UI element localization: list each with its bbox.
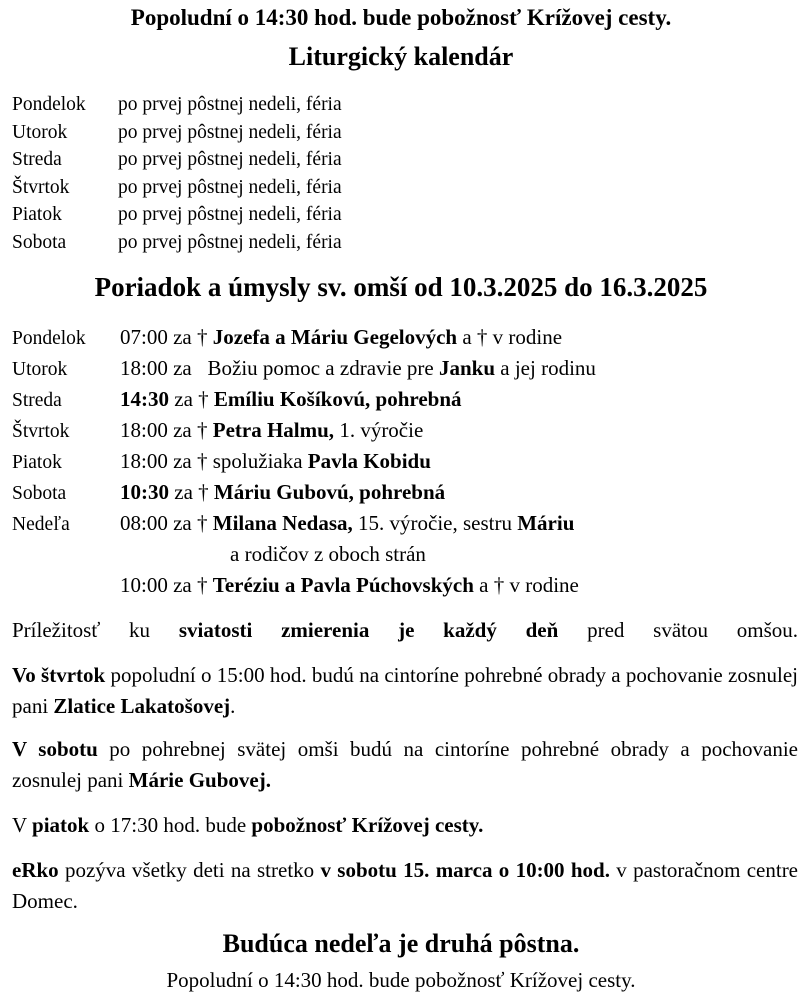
para-text: pred svätou omšou. bbox=[558, 618, 799, 642]
mass-day: Nedeľa bbox=[12, 514, 70, 535]
stations-of-cross-notice bbox=[12, 810, 798, 841]
calendar-row bbox=[12, 119, 342, 147]
mass-row-continuation: a rodičov z oboch strán bbox=[230, 542, 426, 566]
header-notice: Popoludní o 14:30 hod. bude pobožnosť Krížovej cesty. bbox=[130, 5, 672, 30]
mass-text: za † bbox=[169, 480, 214, 504]
calendar-text: po prvej pôstnej nedeli, féria bbox=[118, 176, 342, 198]
para-text: v pastoračnom centre Domec. bbox=[12, 858, 799, 913]
mass-text: za † spolužiaka bbox=[167, 449, 308, 473]
para-text: Príležitosť ku bbox=[12, 618, 179, 642]
mass-schedule-title: Poriadok a úmysly sv. omší od 10.3.2025 do 16.3.2025 bbox=[94, 272, 708, 302]
mass-time: 18:00 bbox=[120, 418, 168, 442]
para-bold: V sobotu bbox=[12, 737, 98, 761]
mass-row bbox=[12, 477, 596, 508]
para-bold: piatok bbox=[32, 813, 90, 837]
mass-row bbox=[12, 322, 596, 353]
mass-time: 10:00 bbox=[120, 573, 168, 597]
mass-day: Štvrtok bbox=[12, 421, 70, 442]
mass-schedule bbox=[12, 322, 596, 601]
calendar-day: Utorok bbox=[12, 121, 68, 143]
calendar-text: po prvej pôstnej nedeli, féria bbox=[118, 204, 342, 225]
mass-text: 1. výročie bbox=[334, 418, 424, 442]
mass-text: za † bbox=[167, 325, 213, 349]
next-sunday-title: Budúca nedeľa je druhá pôstna. bbox=[222, 929, 580, 958]
para-bold: pobožnosť Krížovej cesty. bbox=[251, 813, 484, 837]
calendar-row bbox=[12, 174, 342, 202]
mass-text: za † bbox=[167, 418, 213, 442]
calendar-text: po prvej pôstnej nedeli, féria bbox=[118, 231, 342, 253]
para-bold: v sobotu 15. marca o 10:00 hod. bbox=[320, 858, 610, 882]
calendar-day: Sobota bbox=[12, 231, 67, 253]
mass-row bbox=[12, 446, 596, 477]
para-bold: Zlatice Lakatošovej bbox=[53, 694, 231, 718]
mass-intention-bold: Pavla Kobidu bbox=[307, 449, 431, 473]
erko-notice bbox=[12, 855, 798, 917]
mass-intention-bold: Máriu bbox=[517, 511, 575, 535]
saturday-funeral-notice bbox=[12, 734, 798, 796]
mass-intention-bold: Petra Halmu, bbox=[212, 418, 335, 442]
mass-day: Streda bbox=[12, 390, 62, 411]
mass-text: a † v rodine bbox=[473, 573, 579, 597]
mass-intention-bold: Janku bbox=[438, 356, 496, 380]
mass-intention-bold: Jozefa a Máriu Gegelových bbox=[212, 325, 458, 349]
mass-intention-bold: Máriu Gubovú, pohrebná bbox=[213, 480, 446, 504]
mass-intention-bold: Teréziu a Pavla Púchovských bbox=[212, 573, 474, 597]
para-text: V bbox=[12, 813, 33, 837]
para-bold: Vo štvrtok bbox=[12, 663, 106, 687]
footer-notice: Popoludní o 14:30 hod. bude pobožnosť Krížovej cesty. bbox=[166, 968, 636, 992]
calendar-day: Piatok bbox=[12, 204, 62, 225]
mass-row bbox=[12, 353, 596, 384]
para-text: po pohrebnej svätej omši budú na cintoríne pohrebné obrady a pochovanie zosnulej pani bbox=[12, 737, 799, 792]
calendar-row bbox=[12, 91, 342, 119]
mass-text: a † v rodine bbox=[457, 325, 563, 349]
mass-row bbox=[12, 384, 596, 415]
mass-text: 15. výročie, sestru bbox=[352, 511, 518, 535]
mass-text: za † bbox=[167, 573, 213, 597]
calendar-text: po prvej pôstnej nedeli, féria bbox=[118, 149, 342, 170]
calendar-row bbox=[12, 201, 342, 229]
mass-text: za † bbox=[169, 387, 214, 411]
para-bold: Márie Gubovej. bbox=[128, 768, 271, 792]
mass-time: 14:30 bbox=[120, 387, 169, 411]
mass-intention-bold: Milana Nedasa, bbox=[212, 511, 353, 535]
calendar-day: Štvrtok bbox=[12, 176, 70, 198]
para-text: . bbox=[230, 694, 236, 718]
mass-text: za † bbox=[167, 511, 213, 535]
mass-time: 18:00 bbox=[120, 356, 168, 380]
mass-text: za Božiu pomoc a zdravie pre bbox=[167, 356, 439, 380]
calendar-title: Liturgický kalendár bbox=[288, 42, 514, 71]
mass-row bbox=[12, 508, 596, 539]
para-text: popoludní o 15:00 hod. budú na cintoríne pohrebné obrady a pochovanie zosnulej pani bbox=[12, 663, 798, 718]
mass-time: 07:00 bbox=[120, 325, 168, 349]
liturgical-calendar bbox=[12, 91, 342, 256]
calendar-text: po prvej pôstnej nedeli, féria bbox=[118, 121, 342, 143]
mass-day: Pondelok bbox=[12, 328, 86, 349]
para-bold: eRko bbox=[12, 858, 59, 882]
mass-day: Sobota bbox=[12, 483, 67, 504]
mass-day: Utorok bbox=[12, 359, 68, 380]
thursday-funeral-notice bbox=[12, 660, 798, 722]
para-text: pozýva všetky deti na stretko bbox=[58, 858, 321, 882]
para-text: o 17:30 hod. bude bbox=[89, 813, 252, 837]
calendar-text: po prvej pôstnej nedeli, féria bbox=[118, 94, 342, 115]
mass-text: a jej rodinu bbox=[495, 356, 596, 380]
calendar-row bbox=[12, 229, 342, 257]
calendar-day: Streda bbox=[12, 149, 62, 170]
mass-intention-bold: Emíliu Košíkovú, pohrebná bbox=[213, 387, 462, 411]
mass-day: Piatok bbox=[12, 452, 62, 473]
mass-time: 10:30 bbox=[120, 480, 169, 504]
calendar-day: Pondelok bbox=[12, 94, 86, 115]
calendar-row bbox=[12, 146, 342, 174]
mass-row bbox=[12, 415, 596, 446]
confession-notice bbox=[12, 615, 798, 646]
mass-row bbox=[12, 570, 596, 601]
mass-time: 08:00 bbox=[120, 511, 168, 535]
para-bold: sviatosti zmierenia je každý deň bbox=[178, 618, 559, 642]
mass-time: 18:00 bbox=[120, 449, 168, 473]
